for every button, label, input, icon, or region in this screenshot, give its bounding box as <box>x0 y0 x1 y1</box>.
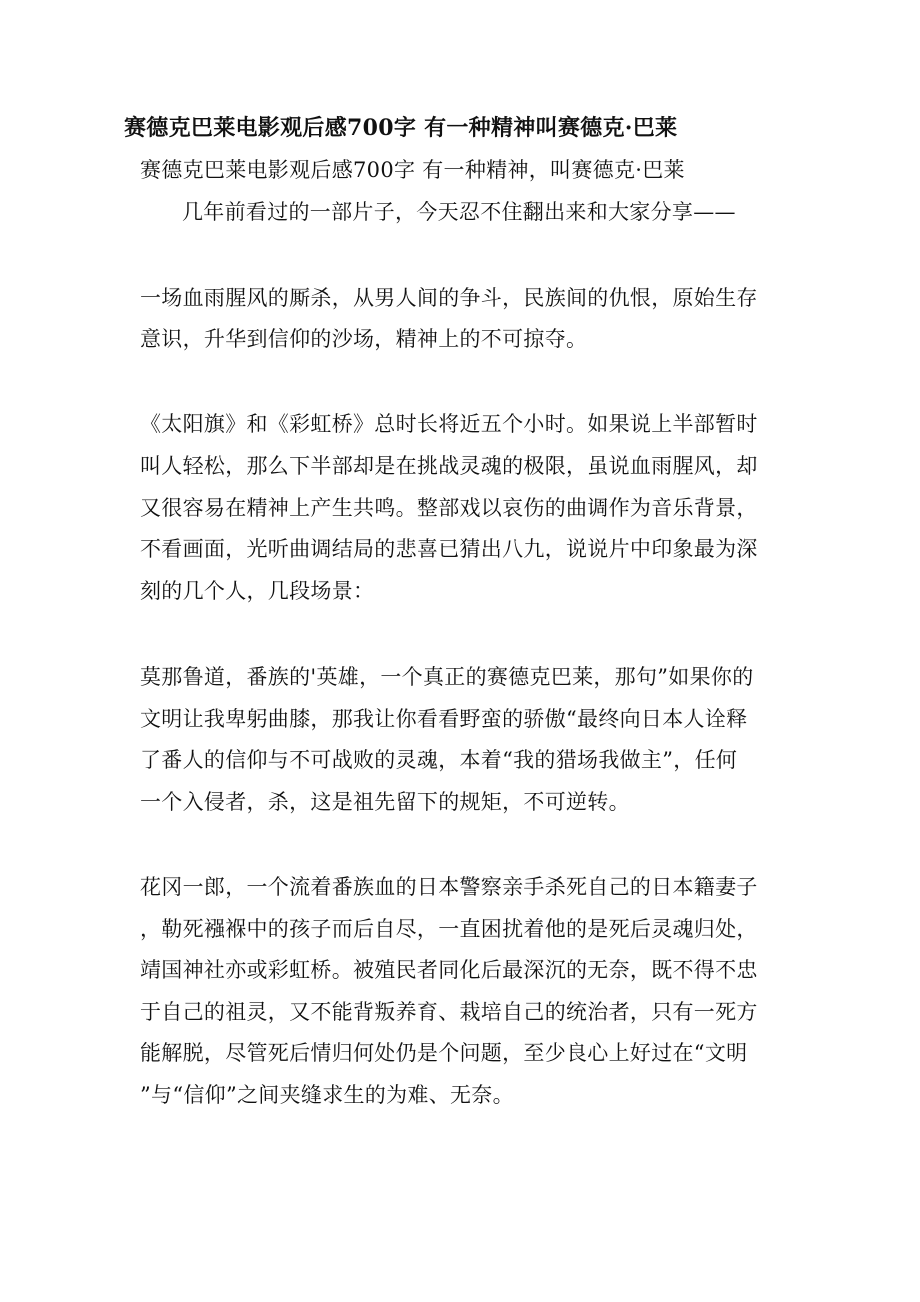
text-line: ”与“信仰”之间夹缝求生的为难、无奈。 <box>140 1083 514 1107</box>
text-line: 《太阳旗》和《彩虹桥》总时长将近五个小时。如果说上半部暂时 <box>140 412 758 436</box>
text-line: 文明让我卑躬曲膝，那我让你看看野蛮的骄傲“最终向日本人诠释 <box>140 707 748 731</box>
intro-line: 几年前看过的一部片子，今天忍不住翻出来和大家分享—— <box>182 200 736 224</box>
document-title: 赛德克巴莱电影观后感700字 有一种精神叫赛德克·巴莱 <box>124 115 678 141</box>
text-line: 能解脱，尽管死后情归何处仍是个问题，至少良心上好过在“文明 <box>140 1041 748 1065</box>
document-subtitle: 赛德克巴莱电影观后感700字 有一种精神，叫赛德克·巴莱 <box>140 158 685 182</box>
text-line: 叫人轻松，那么下半部却是在挑战灵魂的极限，虽说血雨腥风，却 <box>140 454 758 478</box>
text-line: 一个入侵者，杀，这是祖先留下的规矩，不可逆转。 <box>140 790 630 814</box>
text-line: ，勒死襁褓中的孩子而后自尽，一直困扰着他的是死后灵魂归处， <box>140 917 758 941</box>
text-line: 一场血雨腥风的厮杀，从男人间的争斗，民族间的仇恨，原始生存 <box>140 286 758 310</box>
text-line: 靖国神社亦或彩虹桥。被殖民者同化后最深沉的无奈，既不得不忠 <box>140 958 758 982</box>
text-line: 意识，升华到信仰的沙场，精神上的不可掠夺。 <box>140 327 588 351</box>
text-line: 刻的几个人，几段场景： <box>140 579 375 603</box>
text-line: 莫那鲁道，番族的'英雄，一个真正的赛德克巴莱，那句”如果你的 <box>140 665 754 689</box>
text-line: 了番人的信仰与不可战败的灵魂，本着“我的猎场我做主”，任何 <box>140 748 738 772</box>
text-line: 又很容易在精神上产生共鸣。整部戏以哀伤的曲调作为音乐背景， <box>140 496 758 520</box>
text-line: 花冈一郎，一个流着番族血的日本警察亲手杀死自己的日本籍妻子 <box>140 875 758 899</box>
text-line: 于自己的祖灵，又不能背叛养育、栽培自己的统治者，只有一死方 <box>140 1000 758 1024</box>
text-line: 不看画面，光听曲调结局的悲喜已猜出八九，说说片中印象最为深 <box>140 537 758 561</box>
